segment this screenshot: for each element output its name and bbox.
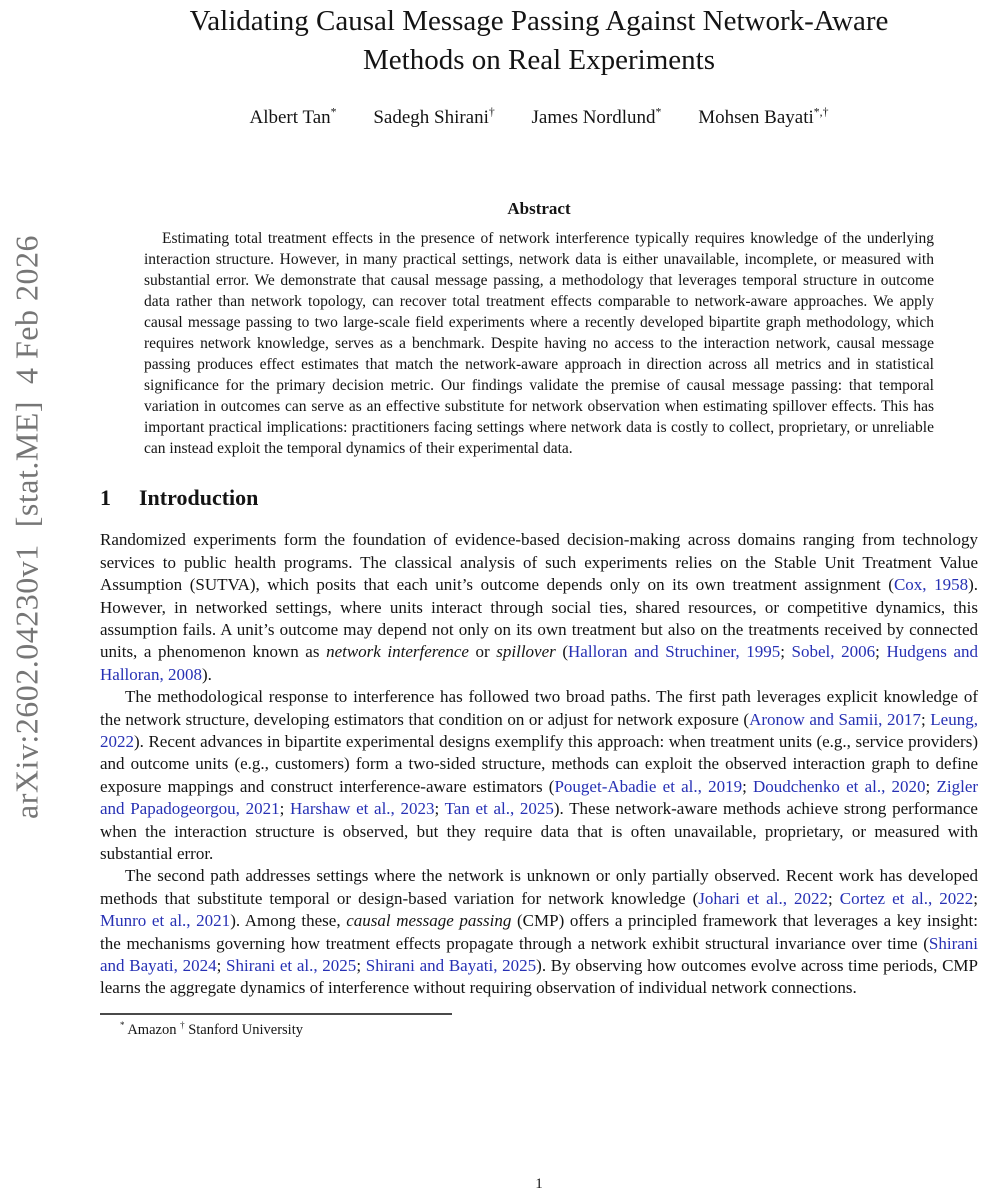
citation-link[interactable]: Tan et al., 2025 xyxy=(444,799,554,819)
text-run: The methodological response to interference has followed two broad paths. The first path leverages explicit knowledge of the network structure, developing estimators that condition on or adjust for network exposure ( xyxy=(100,687,978,729)
text-run: ; xyxy=(827,888,840,908)
paper-title-line2: Methods on Real Experiments xyxy=(363,44,715,76)
citation-link[interactable]: Cortez et al., 2022 xyxy=(839,888,974,908)
citation-link[interactable]: Hudgens and Halloran, 2008 xyxy=(100,642,979,684)
abstract-section xyxy=(100,199,978,459)
section-heading xyxy=(100,485,978,511)
author-affiliation-marker: *,† xyxy=(813,106,829,119)
text-run: ). Recent advances in bipartite experimental designs exemplify this approach: when treatment units (e.g., service providers) and outcome units (e.g., customers) form a two-sided structure, methods can exploit the observed interaction graph to define exposure mappings and construct interference-aware estimators ( xyxy=(100,731,978,796)
author-affiliation-marker: † xyxy=(488,106,495,119)
text-run: (CMP) offers a principled framework that leverages a key insight: the mechanisms governing how treatment effects propagate through a network exhibit structural invariance over time ( xyxy=(100,911,978,953)
text-run: ; xyxy=(875,642,887,662)
emphasized-term: spillover xyxy=(496,642,556,662)
author-name: Sadegh Shirani xyxy=(373,107,489,129)
text-run: ; xyxy=(356,956,366,976)
footnote-rule xyxy=(100,1013,452,1015)
emphasized-term: causal message passing xyxy=(346,911,512,931)
text-run: ; xyxy=(925,776,937,796)
author-2 xyxy=(373,107,494,128)
citation-link[interactable]: Pouget-Abadie et al., 2019 xyxy=(554,776,743,796)
paper-title xyxy=(100,2,978,80)
text-run: ). However, in networked settings, where units interact through social ties, shared resources, or competitive dynamics, this assumption fails. A unit’s outcome may depend not only on its own treatment but also on the treatments received by connected units, a phenomenon known as xyxy=(100,575,978,662)
text-run: ; xyxy=(921,709,931,729)
text-run: ; xyxy=(742,776,754,796)
author-affiliation-marker: * xyxy=(655,106,662,119)
footnote-affiliations xyxy=(100,1020,978,1039)
citation-link[interactable]: Shirani and Bayati, 2025 xyxy=(365,956,537,976)
author-3 xyxy=(532,107,662,128)
citation-link[interactable]: Zigler and Papadogeorgou, 2021 xyxy=(100,776,979,819)
text-run: Randomized experiments form the foundation of evidence-based decision-making across domains ranging from technology services to public health programs. The classical analysis of such experiments relies on the Stable Unit Treatment Value Assumption (SUTVA), which posits that each unit’s outcome depends only on its own treatment assignment ( xyxy=(100,530,978,595)
citation-link[interactable]: Shirani and Bayati, 2024 xyxy=(100,933,978,976)
citation-link[interactable]: Leung, 2022 xyxy=(100,709,978,751)
text-run: ). These network-aware methods achieve strong performance when the interaction structure is observed, but they require data that is often unavailable, proprietary, or measured with substantial error. xyxy=(100,799,978,864)
text-run: The second path addresses settings where the network is unknown or only partially observed. Recent work has developed methods that substitute temporal or design-based variation for network knowledge ( xyxy=(100,866,978,908)
text-run: ; xyxy=(434,799,445,819)
citation-link[interactable]: Aronow and Samii, 2017 xyxy=(749,709,921,729)
text-run: Amazon xyxy=(124,1021,181,1038)
authors-line xyxy=(100,106,978,129)
emphasized-term: network interference xyxy=(326,642,469,662)
section-title: Introduction xyxy=(139,485,259,511)
intro-paragraph-1 xyxy=(100,529,978,686)
text-run: ). By observing how outcomes evolve across time periods, CMP learns the aggregate dynamics of interference without requiring observation of individual network connections. xyxy=(100,956,978,998)
text-run: ; xyxy=(216,956,227,976)
text-run: or xyxy=(468,642,497,662)
author-4 xyxy=(698,107,828,128)
author-name: Mohsen Bayati xyxy=(698,107,814,129)
text-column xyxy=(100,0,978,1039)
intro-paragraph-2 xyxy=(100,686,978,865)
abstract-text: Estimating total treatment effects in the presence of network interference typically requires knowledge of the underlying interaction structure. However, in many practical settings, network data is either unavailable, incomplete, or measured with substantial error. We demonstrate that causal message passing, a methodology that leverages temporal structure in outcome data rather than network topology, can recover total treatment effects comparable to network-aware approaches. We apply causal message passing to two large-scale field experiments where a recently developed bipartite graph methodology, which requires network knowledge, serves as a benchmark. Despite having no access to the interaction network, causal message passing produces effect estimates that match the network-aware approach in direction across all metrics and in statistical significance for the primary decision metric. Our findings validate the premise of causal message passing: that temporal variation in outcomes can serve as an effective substitute for network observation when estimating spillover effects. This has important practical implications: practitioners facing settings where network data is costly to collect, proprietary, or unreliable can instead exploit the temporal dynamics of their experimental data. xyxy=(144,230,934,458)
author-1 xyxy=(250,107,337,128)
text-run: ; xyxy=(279,799,290,819)
paper-title-line1: Validating Causal Message Passing Against Network-Aware xyxy=(189,5,889,37)
author-name: Albert Tan xyxy=(249,107,331,129)
citation-link[interactable]: Doudchenko et al., 2020 xyxy=(753,776,926,796)
text-run: ( xyxy=(555,642,569,662)
abstract-heading: Abstract xyxy=(507,199,571,219)
citation-link[interactable]: Shirani et al., 2025 xyxy=(226,956,357,976)
citation-link[interactable]: Sobel, 2006 xyxy=(791,642,876,662)
intro-paragraph-3 xyxy=(100,865,978,999)
text-run: Stanford University xyxy=(184,1021,303,1038)
author-name: James Nordlund xyxy=(531,107,656,129)
citation-link[interactable]: Harshaw et al., 2023 xyxy=(290,799,435,819)
author-affiliation-marker: * xyxy=(330,106,337,119)
text-run: ; xyxy=(780,642,792,662)
text-run: ; xyxy=(973,888,978,908)
text-run: ). Among these, xyxy=(230,911,347,931)
citation-link[interactable]: Johari et al., 2022 xyxy=(698,888,828,908)
page-number: 1 xyxy=(535,1176,543,1192)
section-number: 1 xyxy=(100,485,111,511)
arxiv-watermark: arXiv:2602.04230v1 [stat.ME] 4 Feb 2026 xyxy=(8,235,45,819)
citation-link[interactable]: Halloran and Struchiner, 1995 xyxy=(568,642,781,662)
citation-link[interactable]: Munro et al., 2021 xyxy=(100,911,231,931)
citation-link[interactable]: Cox, 1958 xyxy=(893,575,969,595)
affiliation-marker: * xyxy=(120,1019,125,1030)
affiliation-marker: † xyxy=(180,1019,185,1030)
text-run: ). xyxy=(201,664,212,684)
